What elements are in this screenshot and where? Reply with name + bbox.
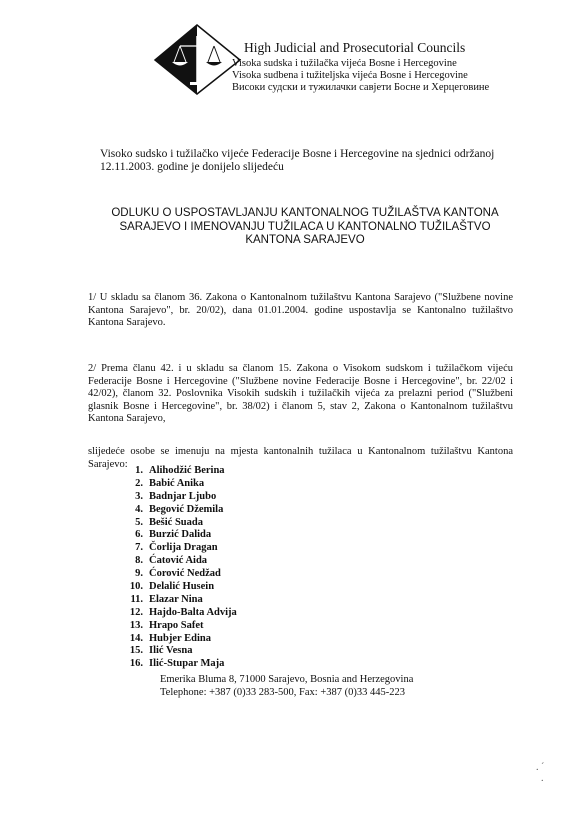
name-list-item [118, 491, 237, 504]
list-item-number: 13. [129, 619, 143, 631]
list-item-number: 2. [135, 477, 143, 489]
list-item-name: Hajdo-Balta Advija [149, 606, 237, 618]
name-list-item [118, 594, 237, 607]
list-item-name: Badnjar Ljubo [149, 490, 217, 502]
list-item-number: 3. [135, 490, 143, 502]
footer-contact [160, 674, 413, 699]
list-item-number: 7. [135, 542, 143, 554]
council-name-serbian: Високи судски и тужилачки савјети Босне и Херцеговине [232, 82, 490, 93]
paragraph-2: 2/ Prema članu 42. i u skladu sa članom 15. Zakona o Visokom sudskom i tužilačkom vijeću Federacije Bosne i Hercegovine ("Službene novine Federacije Bosne i Hercegovine", br. 22/02 i 42/02), članom 32. Poslovnika Visokih sudskih i tužilačkih vijeća za prelazni period ("Službeni glasnik Bosne i Hercegovine", br. 38/02) i članom 5, stav 2, Zakona o Kantonalnom tužilaštvu Kantona Sarajevo, [88, 363, 513, 424]
footer-phone: Telephone: +387 (0)33 283-500, Fax: +387 (0)33 445-223 [160, 686, 405, 698]
list-item-name: Burzić Dalida [149, 529, 212, 541]
list-item-name: Ćatović Aida [149, 555, 208, 567]
list-item-name: Delalić Husein [149, 581, 215, 593]
list-item-number: 5. [135, 516, 143, 528]
list-item-number: 10. [129, 581, 143, 593]
council-logo-icon [150, 22, 245, 97]
name-list-item [118, 568, 237, 581]
list-item-name: Čorlija Dragan [149, 542, 218, 554]
name-list-item [118, 620, 237, 633]
name-list-item [118, 645, 237, 658]
council-name-croatian: Visoka sudbena i tužiteljska vijeća Bosne i Hercegovine [232, 70, 468, 81]
name-list-item [118, 555, 237, 568]
footer-address: Emerika Bluma 8, 71000 Sarajevo, Bosnia and Herzegovina [160, 674, 414, 685]
name-list-item [118, 542, 237, 555]
list-item-name: Babić Anika [149, 477, 205, 489]
decision-title [80, 207, 530, 248]
list-item-number: 11. [130, 593, 143, 605]
list-item-name: Ilić-Stupar Maja [149, 658, 225, 670]
list-item-name: Ilić Vesna [149, 645, 193, 657]
list-item-number: 14. [129, 632, 143, 644]
name-list-item [118, 529, 237, 542]
name-list-item [118, 478, 237, 491]
decision-title-line-3: KANTONA SARAJEVO [245, 234, 365, 246]
name-list-item [118, 658, 237, 671]
list-item-number: 1. [135, 465, 143, 476]
list-item-number: 15. [129, 645, 143, 657]
list-item-number: 9. [135, 568, 143, 580]
name-list-item [118, 607, 237, 620]
list-item-name: Hrapo Safet [149, 619, 204, 631]
list-item-name: Alihodžić Berina [149, 465, 225, 476]
list-item-number: 8. [135, 555, 143, 567]
list-item-number: 6. [135, 529, 143, 541]
scan-specks: . ´ . [536, 762, 545, 784]
list-item-name: Hubjer Edina [149, 632, 211, 644]
list-item-number: 16. [129, 658, 143, 670]
name-list-item [118, 517, 237, 530]
name-list-item [118, 581, 237, 594]
decision-title-line-1: ODLUKU O USPOSTAVLJANJU KANTONALNOG TUŽILAŠTVA KANTONA [111, 207, 499, 219]
letterhead [232, 40, 562, 94]
council-name-bosnian: Visoka sudska i tužilačka vijeća Bosne i Hercegovine [232, 58, 457, 69]
list-item-name: Begović Džemila [149, 503, 224, 515]
list-item-number: 12. [129, 606, 143, 618]
intro-paragraph: Visoko sudsko i tužilačko vijeće Federacije Bosne i Hercegovine na sjednici održanoj 12.11.2003. godine je donijelo slijedeću [100, 148, 495, 173]
decision-title-line-2: SARAJEVO I IMENOVANJU TUŽILACA U KANTONALNO TUŽILAŠTVO [119, 220, 491, 233]
list-item-name: Bešić Suada [149, 516, 203, 528]
list-item-name: Elazar Nina [149, 593, 203, 605]
paragraph-1: 1/ U skladu sa članom 36. Zakona o Kantonalnom tužilaštvu Kantona Sarajevo ("Službene novine Kantona Sarajevo", br. 20/02), dana 01.01.2004. godine uspostavlja se Kantonalno tužilaštvo Kantona Sarajevo. [88, 292, 513, 328]
name-list-item [118, 633, 237, 646]
council-name-title: High Judicial and Prosecutorial Councils [244, 40, 466, 55]
name-list-item [118, 465, 237, 478]
list-item-number: 4. [135, 503, 143, 515]
name-list-item [118, 504, 237, 517]
list-item-name: Ćorović Nedžad [149, 568, 221, 580]
paragraph-3: slijedeće osobe se imenuju na mjesta kantonalnih tužilaca u Kantonalnom tužilaštvu Kantona Sarajevo: [88, 446, 513, 470]
prosecutor-names-list [118, 465, 237, 671]
